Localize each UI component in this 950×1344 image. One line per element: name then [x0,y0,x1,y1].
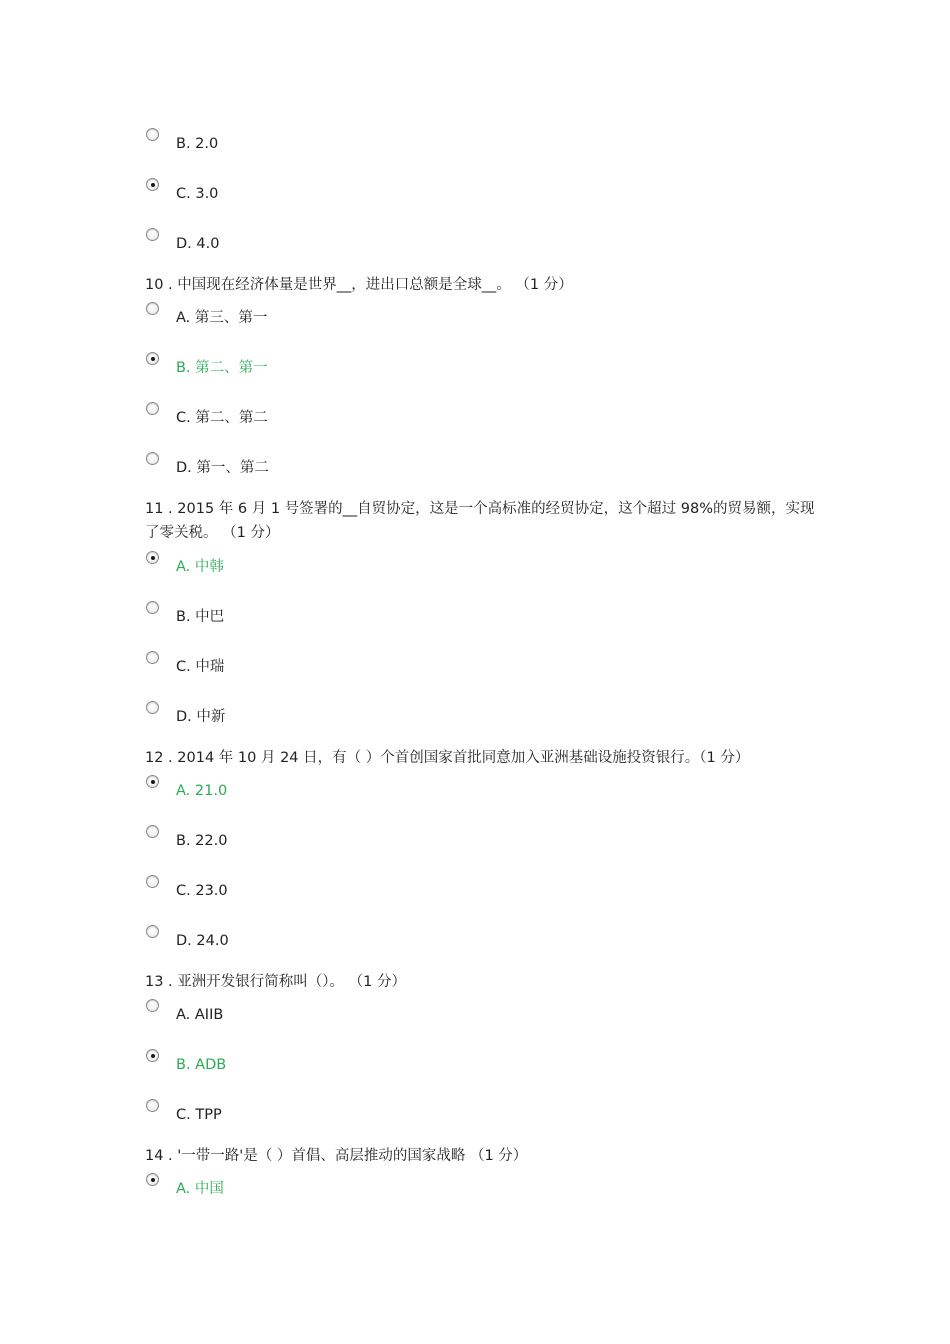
option-label: A. 中韩 [176,559,224,575]
radio-button[interactable] [146,1049,159,1062]
question-text: 11 . 2015 年 6 月 1 号签署的__自贸协定，这是一个高标准的经贸协定，这个超过 98%的贸易额，实现了零关税。 （1 分） [145,501,815,541]
radio-button[interactable] [146,551,159,564]
option-row[interactable] [145,452,745,482]
radio-dot-icon [151,183,155,187]
option-row[interactable] [145,302,745,332]
radio-button[interactable] [146,925,159,938]
option-label: C. 第二、第二 [176,410,268,426]
option-label: D. 24.0 [176,933,229,949]
option-row[interactable] [145,825,745,855]
question-text: 12 . 2014 年 10 月 24 日，有（ ）个首创国家首批同意加入亚洲基础设施投资银行。（1 分） [145,750,750,766]
radio-dot-icon [151,357,155,361]
radio-button[interactable] [146,402,159,415]
radio-button[interactable] [146,651,159,664]
option-row[interactable] [145,402,745,432]
option-row[interactable] [145,651,745,681]
option-label: C. 中瑞 [176,659,225,675]
option-label: A. 中国 [176,1181,224,1197]
option-row[interactable] [145,178,745,208]
option-row[interactable] [145,999,745,1029]
radio-dot-icon [151,780,155,784]
radio-button[interactable] [146,601,159,614]
radio-button[interactable] [146,999,159,1012]
radio-button[interactable] [146,701,159,714]
option-row[interactable] [145,128,745,158]
radio-dot-icon [151,556,155,560]
option-label: C. 23.0 [176,883,228,899]
option-label: B. 第二、第一 [176,360,268,376]
option-label: A. 21.0 [176,783,228,799]
option-row[interactable] [145,875,745,905]
option-row[interactable] [145,228,745,258]
option-row[interactable] [145,551,745,581]
radio-button[interactable] [146,352,159,365]
radio-button[interactable] [146,228,159,241]
question-text: 13 . 亚洲开发银行简称叫（）。 （1 分） [145,974,406,990]
option-label: A. 第三、第一 [176,310,268,326]
radio-button[interactable] [146,178,159,191]
radio-button[interactable] [146,302,159,315]
radio-button[interactable] [146,875,159,888]
option-row[interactable] [145,1049,745,1079]
option-label: C. TPP [176,1107,222,1123]
option-label: D. 第一、第二 [176,460,269,476]
option-row[interactable] [145,775,745,805]
option-row[interactable] [145,701,745,731]
option-row[interactable] [145,1099,745,1129]
option-label: B. 中巴 [176,609,225,625]
radio-button[interactable] [146,775,159,788]
option-label: D. 中新 [176,709,226,725]
radio-button[interactable] [146,825,159,838]
option-label: A. AIIB [176,1007,224,1023]
radio-button[interactable] [146,128,159,141]
question-text: 10 . 中国现在经济体量是世界__，进出口总额是全球__。 （1 分） [145,277,573,293]
option-label: C. 3.0 [176,186,219,202]
question-text: 14 . '一带一路'是（ ）首倡、高层推动的国家战略 （1 分） [145,1148,528,1164]
option-row[interactable] [145,925,745,955]
option-row[interactable] [145,352,745,382]
option-label: B. ADB [176,1057,227,1073]
option-label: B. 2.0 [176,136,219,152]
radio-dot-icon [151,1054,155,1058]
radio-button[interactable] [146,1173,159,1186]
option-label: B. 22.0 [176,833,228,849]
radio-button[interactable] [146,1099,159,1112]
radio-dot-icon [151,1178,155,1182]
option-label: D. 4.0 [176,236,220,252]
option-row[interactable] [145,1173,745,1203]
radio-button[interactable] [146,452,159,465]
option-row[interactable] [145,601,745,631]
